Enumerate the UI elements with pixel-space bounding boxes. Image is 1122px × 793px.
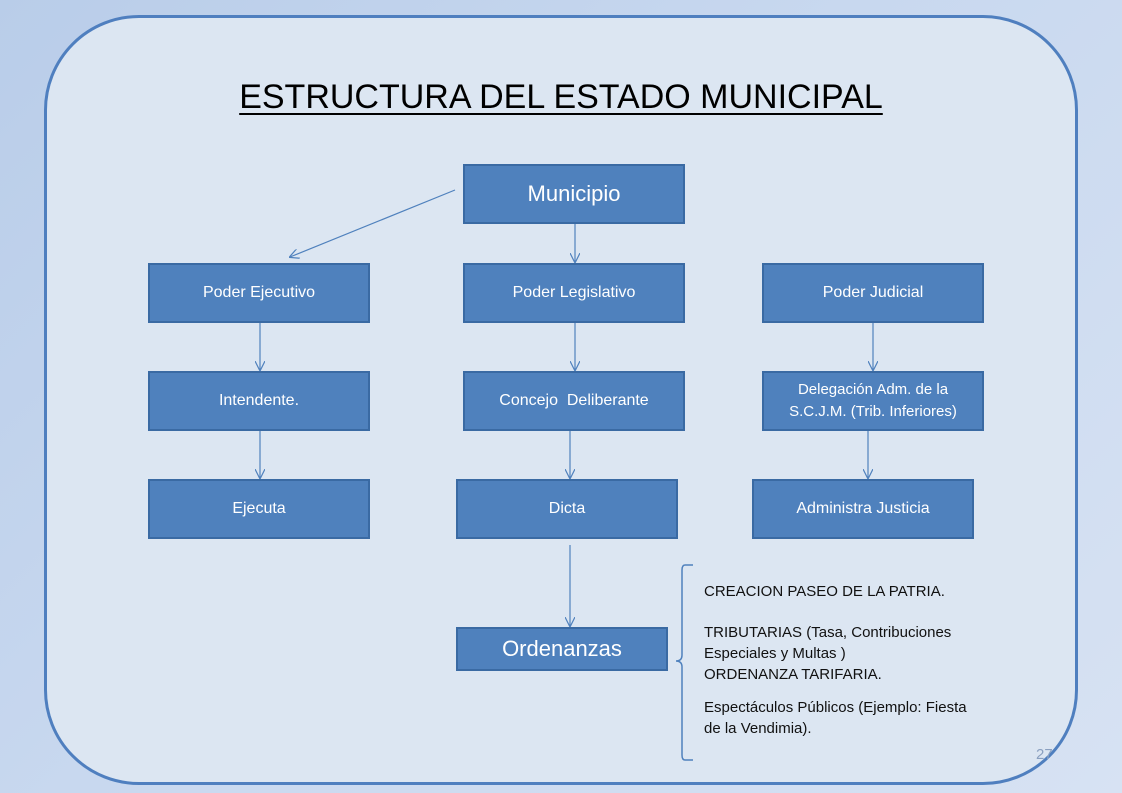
ordenanza-item-tributarias — [704, 622, 1014, 685]
node-dicta-label: Dicta — [548, 500, 586, 517]
node-delegacion-line2: S.C.J.M. (Trib. Inferiores) — [789, 403, 957, 420]
node-dicta — [456, 479, 678, 539]
node-poder-judicial — [762, 263, 984, 323]
node-administra-justicia — [752, 479, 974, 539]
node-poder-ejecutivo-label: Poder Ejecutivo — [202, 284, 316, 301]
node-concejo-deliberante — [463, 371, 685, 431]
brace — [676, 565, 693, 760]
ordenanza-item-tributarias-line1: TRIBUTARIAS (Tasa, Contribuciones — [704, 624, 952, 641]
node-ordenanzas — [456, 627, 668, 671]
ordenanza-item-espectaculos-line1: Espectáculos Públicos (Ejemplo: Fiesta — [704, 699, 967, 716]
page-number: 27 — [1036, 746, 1053, 763]
page-title: ESTRUCTURA DEL ESTADO MUNICIPAL — [239, 78, 883, 116]
ordenanza-item-paseo-text: CREACION PASEO DE LA PATRIA. — [704, 583, 945, 600]
node-concejo-deliberante-label: Concejo Deliberante — [499, 392, 649, 409]
connector-municipio-ejecutivo — [290, 190, 455, 257]
node-delegacion — [762, 371, 984, 431]
node-intendente-label: Intendente. — [218, 392, 300, 409]
ordenanza-item-espectaculos-line2: de la Vendimia). — [704, 720, 812, 737]
ordenanza-item-paseo — [704, 581, 1014, 602]
node-municipio — [463, 164, 685, 224]
node-ordenanzas-label: Ordenanzas — [502, 636, 622, 661]
ordenanza-item-tributarias-line3: ORDENANZA TARIFARIA. — [704, 666, 882, 683]
node-intendente — [148, 371, 370, 431]
node-delegacion-line1: Delegación Adm. de la — [797, 381, 949, 398]
ordenanza-item-espectaculos — [704, 697, 1014, 739]
node-poder-legislativo — [463, 263, 685, 323]
node-administra-justicia-label: Administra Justicia — [796, 500, 930, 517]
node-ejecuta-label: Ejecuta — [232, 500, 286, 517]
node-poder-judicial-label: Poder Judicial — [822, 284, 924, 301]
node-ejecuta — [148, 479, 370, 539]
node-poder-legislativo-label: Poder Legislativo — [512, 284, 636, 301]
node-municipio-label: Municipio — [527, 181, 621, 206]
ordenanza-item-tributarias-line2: Especiales y Multas ) — [704, 645, 846, 662]
node-poder-ejecutivo — [148, 263, 370, 323]
